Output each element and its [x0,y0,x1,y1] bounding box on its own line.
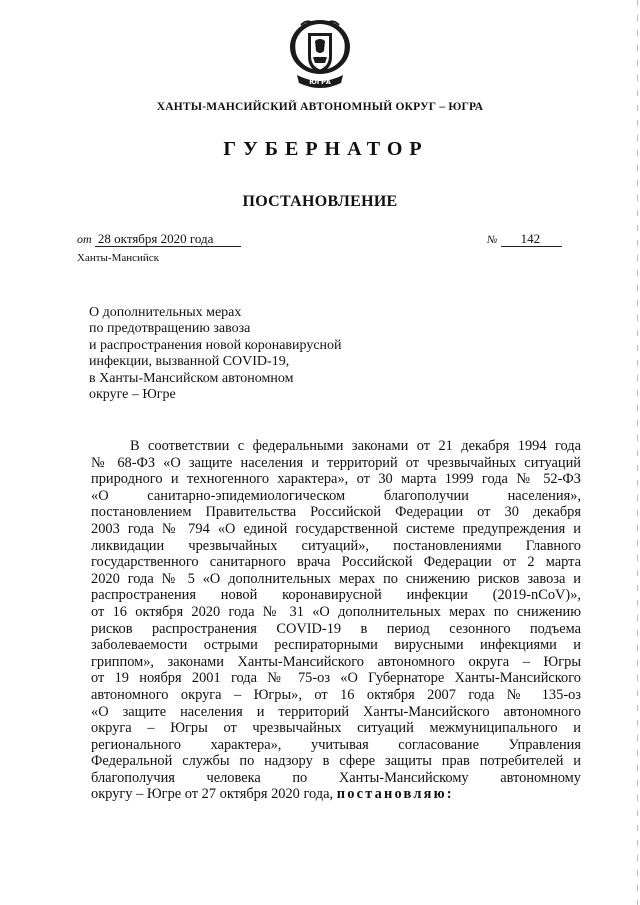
subject-line: инфекции, вызванной COVID-19, [89,354,290,370]
date-prefix: от [77,232,92,246]
document-type: ПОСТАНОВЛЕНИЕ [242,193,398,210]
page-title: ГУБЕРНАТОР [223,138,429,160]
body-line: распространения новой коронавирусной инфекции (2019-nCoV)», [91,587,581,604]
body-line: государственного санитарного врача Российской Федерации от 2 марта [91,554,581,571]
subject-line: О дополнительных мерах [89,305,242,320]
document-date [77,231,241,247]
body-line: заболеваемости острыми респираторными вирусными инфекциями и [91,637,581,654]
document-number [487,231,562,247]
body-line: от 19 ноября 2001 года № 75-оз «О Губернаторе Ханты-Мансийского [91,670,581,687]
body-line: Федеральной службы по надзору в сфере защиты прав потребителей и [91,753,581,770]
emblem-ribbon-text: ЮГРА [309,78,331,86]
region-name: ХАНТЫ-МАНСИЙСКИЙ АВТОНОМНЫЙ ОКРУГ – ЮГРА [156,101,484,113]
body-line: округа – Югры от чрезвычайных ситуаций межмуниципального и [91,720,581,737]
document-body [91,438,581,803]
subject-line: и распространения новой коронавирусной [89,337,342,353]
date-value: 28 октября 2020 года [95,231,242,247]
subject-line: в Ханты-Мансийском автономном [89,370,294,386]
body-line: благополучия человека по Ханты-Мансийскому автономному [91,769,581,786]
coat-of-arms-icon [287,17,353,93]
body-line: регионального характера», учитывая согласование Управления [91,736,581,753]
subject-line: по предотвращению завоза [89,321,251,337]
binding-marks [636,0,639,905]
number-value: 142 [501,231,563,247]
body-line: «О санитарно-эпидемиологическом благополучии населения», [91,487,581,504]
body-line: № 68-ФЗ «О защите населения и территорий от чрезвычайных ситуаций [91,454,581,471]
body-line: ликвидации чрезвычайных ситуаций», постановлениями Главного [91,537,581,554]
body-line: природного и техногенного характера», от 30 марта 1999 года № 52-ФЗ [91,471,581,488]
document-subject [89,305,389,403]
body-line: автономного округа – Югры», от 16 октября 2007 года № 135-оз [91,686,581,703]
body-line: постановлением Правительства Российской Федерации от 30 декабря [91,504,581,521]
body-line: «О защите населения и территорий Ханты-Мансийского автономного [91,703,581,720]
city-name: Ханты-Мансийск [77,252,160,264]
body-line: от 16 октября 2020 года № 31 «О дополнительных мерах по снижению [91,603,581,620]
body-line: 2020 года № 5 «О дополнительных мерах по снижению рисков завоза и [91,570,581,587]
body-line: В соответствии с федеральными законами от 21 декабря 1994 года [130,438,581,454]
subject-line: округе – Югре [89,387,176,403]
body-line: гриппом», законами Ханты-Мансийского автономного округа – Югры [91,653,581,670]
body-line: рисков распространения COVID-19 в период сезонного подъема [91,620,581,637]
body-line: 2003 года № 794 «О единой государственной системе предупреждения и [91,520,581,537]
body-final-text: округу – Югре от 27 октября 2020 года, [91,786,334,803]
body-line-final [91,786,581,803]
decree-word: постановляю: [336,786,454,803]
number-prefix: № [487,234,498,246]
